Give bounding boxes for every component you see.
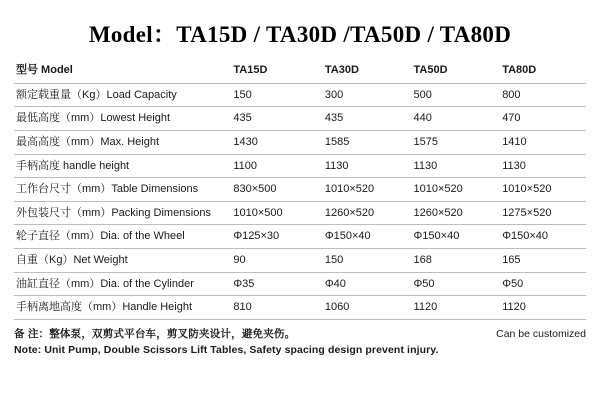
cell-value: 1010×520 xyxy=(412,178,501,202)
row-label: 轮子直径（mm）Dia. of the Wheel xyxy=(14,225,231,249)
row-label: 手柄高度 handle height xyxy=(14,154,231,178)
note-chinese: 备 注：整体泵，双剪式平台车，剪叉防夹设计，避免夹伤。 xyxy=(14,328,296,341)
cell-value: 500 xyxy=(412,83,501,107)
row-label: 最高高度（mm）Max. Height xyxy=(14,130,231,154)
cell-value: Φ35 xyxy=(231,272,323,296)
table-row xyxy=(14,83,586,107)
table-row xyxy=(14,272,586,296)
cell-value: 1120 xyxy=(500,296,586,320)
cell-value: 1100 xyxy=(231,154,323,178)
cell-value: 1410 xyxy=(500,130,586,154)
cell-value: Φ50 xyxy=(500,272,586,296)
row-label: 自重（Kg）Net Weight xyxy=(14,249,231,273)
cell-value: Φ125×30 xyxy=(231,225,323,249)
row-label: 最低高度（mm）Lowest Height xyxy=(14,107,231,131)
column-header-model: 型号 Model xyxy=(14,59,231,83)
cell-value: Φ150×40 xyxy=(500,225,586,249)
table-row xyxy=(14,296,586,320)
cell-value: 1585 xyxy=(323,130,412,154)
cell-value: 1010×520 xyxy=(323,178,412,202)
page-title: Model：TA15D / TA30D /TA50D / TA80D xyxy=(88,22,512,47)
row-label: 工作台尺寸（mm）Table Dimensions xyxy=(14,178,231,202)
column-header-ta80d: TA80D xyxy=(500,59,586,83)
cell-value: Φ150×40 xyxy=(412,225,501,249)
cell-value: 435 xyxy=(323,107,412,131)
cell-value: 1060 xyxy=(323,296,412,320)
table-row xyxy=(14,201,586,225)
table-row xyxy=(14,107,586,131)
cell-value: 830×500 xyxy=(231,178,323,202)
cell-value: 1130 xyxy=(412,154,501,178)
cell-value: 1120 xyxy=(412,296,501,320)
table-header-row xyxy=(14,59,586,83)
cell-value: 150 xyxy=(323,249,412,273)
note-english: Note: Unit Pump, Double Scissors Lift Tables, Safety spacing design prevent injury. xyxy=(14,344,439,357)
table-row xyxy=(14,130,586,154)
cell-value: Φ50 xyxy=(412,272,501,296)
cell-value: 165 xyxy=(500,249,586,273)
column-header-ta15d: TA15D xyxy=(231,59,323,83)
column-header-ta50d: TA50D xyxy=(412,59,501,83)
row-label: 外包装尺寸（mm）Packing Dimensions xyxy=(14,201,231,225)
cell-value: 168 xyxy=(412,249,501,273)
cell-value: 470 xyxy=(500,107,586,131)
table-row xyxy=(14,178,586,202)
cell-value: 1275×520 xyxy=(500,201,586,225)
specifications-table xyxy=(14,59,586,320)
table-body xyxy=(14,83,586,319)
cell-value: 810 xyxy=(231,296,323,320)
row-label: 手柄离地高度（mm）Handle Height xyxy=(14,296,231,320)
table-row xyxy=(14,154,586,178)
row-label: 额定载重量（Kg）Load Capacity xyxy=(14,83,231,107)
cell-value: 90 xyxy=(231,249,323,273)
cell-value: 1010×520 xyxy=(500,178,586,202)
cell-value: 1260×520 xyxy=(412,201,501,225)
row-label: 油缸直径（mm）Dia. of the Cylinder xyxy=(14,272,231,296)
cell-value: 150 xyxy=(231,83,323,107)
cell-value: 1130 xyxy=(323,154,412,178)
cell-value: 1010×500 xyxy=(231,201,323,225)
cell-value: 440 xyxy=(412,107,501,131)
cell-value: Φ150×40 xyxy=(323,225,412,249)
cell-value: 300 xyxy=(323,83,412,107)
customization-note: Can be customized xyxy=(496,328,586,341)
cell-value: 1130 xyxy=(500,154,586,178)
cell-value: 435 xyxy=(231,107,323,131)
cell-value: 1575 xyxy=(412,130,501,154)
table-head xyxy=(14,59,586,83)
table-row xyxy=(14,249,586,273)
cell-value: Φ40 xyxy=(323,272,412,296)
cell-value: 1430 xyxy=(231,130,323,154)
cell-value: 1260×520 xyxy=(323,201,412,225)
column-header-ta30d: TA30D xyxy=(323,59,412,83)
table-row xyxy=(14,225,586,249)
cell-value: 800 xyxy=(500,83,586,107)
footer-notes xyxy=(14,327,586,358)
